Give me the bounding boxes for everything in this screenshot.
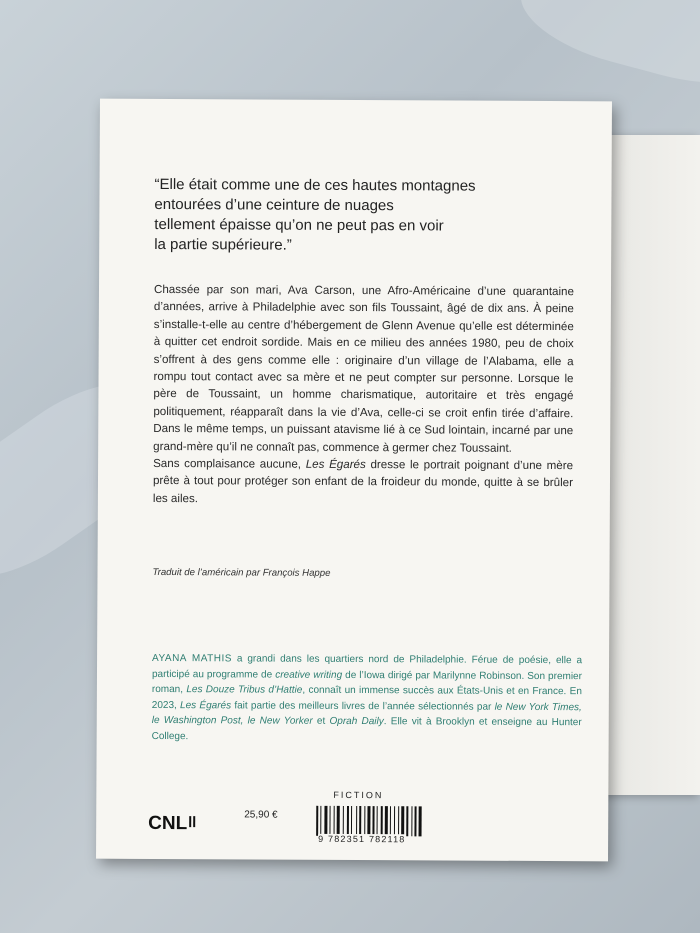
svg-text:CNL: CNL bbox=[148, 812, 188, 835]
quote-line: entourées d’une ceinture de nuages bbox=[154, 195, 394, 215]
barcode-bar bbox=[385, 806, 388, 836]
barcode-bar bbox=[372, 806, 374, 836]
barcode-bar bbox=[347, 806, 349, 836]
barcode-bar bbox=[398, 806, 399, 836]
barcode-bar bbox=[411, 806, 412, 836]
genre-label: FICTION bbox=[333, 789, 384, 801]
quote-line: la partie supérieure.” bbox=[154, 235, 292, 254]
barcode-bar bbox=[414, 806, 416, 836]
barcode-bar bbox=[390, 806, 391, 836]
barcode-bar bbox=[377, 806, 378, 836]
barcode-bar bbox=[320, 806, 321, 836]
barcode-bar bbox=[337, 806, 340, 836]
barcode-icon bbox=[314, 804, 442, 853]
summary-paragraph-1: Chassée par son mari, Ava Carson, une Afro-Américaine d’une quarantaine d’années, arrive à Philadelphie avec son fils Toussaint, âgé de dix ans. À peine s’installe-t-elle au centre d’hébergement de Glenn Avenue qu’elle est déterminée à quitter cet endroit sordide. Mais en ce milieu des années 1980, peu de choix s’offrent à des gens comme elle : originaire d’un village de l’Alabama, elle a rompu tout contact avec sa mère et ne peut compter sur personne. Lorsque le père de Toussaint, un homme charismatique, autoritaire et très engagé politiquement, réapparaît dans la vie d’Ava, celle-ci se croit enfin tirée d’affaire. Dans le même temps, un puissant atavisme lié à ce Sud lointain, incarné par une grand-mère qu’il ne connaît pas, commence à germer chez Toussaint. bbox=[153, 282, 575, 455]
barcode-bar bbox=[343, 806, 344, 836]
book-back-cover bbox=[96, 99, 612, 862]
barcode-bar bbox=[419, 806, 422, 836]
barcode-bar bbox=[364, 806, 365, 836]
barcode-bar bbox=[381, 806, 383, 836]
barcode-bar bbox=[351, 806, 352, 836]
barcode-bar bbox=[359, 806, 361, 836]
summary-text bbox=[153, 281, 574, 509]
isbn-number: 9 782351 782118 bbox=[318, 833, 406, 845]
summary-paragraph-2: Sans complaisance aucune, Les Égarés dresse le portrait poignant d’une mère prête à tout pour protéger son enfant de la froideur du monde, quitte à se brûler les ailes. bbox=[152, 457, 574, 506]
bedsheet-fold bbox=[510, 0, 700, 102]
barcode-bar bbox=[394, 806, 395, 836]
barcode-bar bbox=[324, 806, 327, 836]
cnl-logo-icon bbox=[148, 807, 198, 837]
barcode-bar bbox=[316, 806, 318, 836]
translator-credit: Traduit de l’américain par François Happe bbox=[152, 566, 331, 579]
quote-line: tellement épaisse qu’on ne peut pas en voir bbox=[154, 215, 444, 235]
barcode-bar bbox=[329, 806, 330, 836]
barcode-bar bbox=[356, 806, 357, 836]
barcode-bar bbox=[367, 806, 370, 836]
barcode-bar bbox=[401, 806, 404, 836]
barcode-bar bbox=[334, 806, 335, 836]
cover-quote bbox=[154, 175, 574, 257]
quote-line: “Elle était comme une de ces hautes montagnes bbox=[154, 175, 476, 195]
author-bio: AYANA MATHIS a grandi dans les quartiers nord de Philadelphie. Férue de poésie, elle a participé au programme de creative writing de l’Iowa dirigé par Marilynne Robinson. Son premier roman, Les Douze Tribus d’Hattie, connaît un immense succès aux États-Unis et en France. En 2023, Les Égarés fait partie des meilleurs livres de l’année sélectionnés par le New York Times, le Washington Post, le New Yorker et Oprah Daily. Elle vit à Brooklyn et enseigne au Hunter College. bbox=[151, 652, 583, 743]
author-name: AYANA MATHIS bbox=[152, 652, 232, 665]
barcode-bar bbox=[406, 806, 408, 836]
price: 25,90 € bbox=[244, 809, 278, 821]
